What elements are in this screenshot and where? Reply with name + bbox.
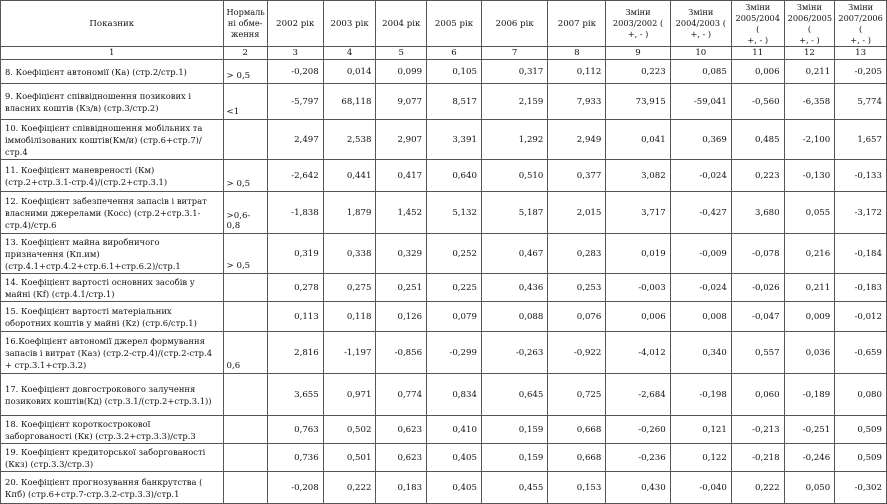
change-value: -0,251 xyxy=(784,416,835,444)
column-number: 1 xyxy=(1,47,224,60)
table-row xyxy=(1,374,887,416)
table-row xyxy=(1,274,887,302)
column-number: 9 xyxy=(606,47,670,60)
indicator-name: 20. Коефіцієнт прогнозування банкрутства ( Кпб) (стр.6+стр.7-стр.3.2-стр.3.3)/стр.1 xyxy=(1,472,224,504)
change-value: 1,657 xyxy=(835,120,887,160)
year-value: 0,253 xyxy=(548,274,606,302)
indicator-name: 13. Коефіцієнт майна виробничого призначення (Кп.им) (стр.4.1+стр.4.2+стр.6.1+стр.6.2)/стр.1 xyxy=(1,234,224,274)
header-year: 2006 рік xyxy=(481,1,547,47)
indicator-name: 14. Коефіцієнт вартості основних засобів у майні (Кf) (стр.4.1/стр.1) xyxy=(1,274,224,302)
year-value: 0,252 xyxy=(427,234,482,274)
change-value: -0,040 xyxy=(670,472,731,504)
year-value: 2,497 xyxy=(267,120,323,160)
year-value: 2,159 xyxy=(481,84,547,120)
indicator-name: 12. Коефіцієнт забезпечення запасів і витрат власними джерелами (Косс) (стр.2+стр.3.1-стр.4)/стр.6 xyxy=(1,192,224,234)
change-value: 73,915 xyxy=(606,84,670,120)
change-value: -0,213 xyxy=(731,416,784,444)
year-value: -0,922 xyxy=(548,332,606,374)
year-value: 0,088 xyxy=(481,302,547,332)
year-value: 0,329 xyxy=(376,234,427,274)
year-value: 0,222 xyxy=(323,472,376,504)
year-value: 0,623 xyxy=(376,444,427,472)
norm-limit: >0,6-0,8 xyxy=(223,192,267,234)
change-value: -0,183 xyxy=(835,274,887,302)
year-value: 0,501 xyxy=(323,444,376,472)
norm-limit: 0,6 xyxy=(223,332,267,374)
year-value: 0,275 xyxy=(323,274,376,302)
change-value: -2,100 xyxy=(784,120,835,160)
year-value: 0,645 xyxy=(481,374,547,416)
indicator-name: 8. Коефіцієнт автономії (Ка) (стр.2/стр.1) xyxy=(1,60,224,84)
year-value: 0,159 xyxy=(481,444,547,472)
year-value: 0,774 xyxy=(376,374,427,416)
year-value: 0,112 xyxy=(548,60,606,84)
indicator-name: 9. Коефіцієнт співвідношення позикових і власних коштів (Кз/в) (стр.3/стр.2) xyxy=(1,84,224,120)
norm-limit xyxy=(223,472,267,504)
year-value: 0,455 xyxy=(481,472,547,504)
change-value: 0,008 xyxy=(670,302,731,332)
change-value: -0,560 xyxy=(731,84,784,120)
table-row xyxy=(1,120,887,160)
year-value: 0,317 xyxy=(481,60,547,84)
year-value: 0,126 xyxy=(376,302,427,332)
change-value: -0,047 xyxy=(731,302,784,332)
year-value: 9,077 xyxy=(376,84,427,120)
header-change: Зміни 2003/2002 ( +, - ) xyxy=(606,1,670,47)
year-value: 0,405 xyxy=(427,444,482,472)
change-value: -3,172 xyxy=(835,192,887,234)
change-value: -0,026 xyxy=(731,274,784,302)
year-value: -1,197 xyxy=(323,332,376,374)
year-value: 0,113 xyxy=(267,302,323,332)
norm-limit xyxy=(223,416,267,444)
year-value: 0,099 xyxy=(376,60,427,84)
change-value: 0,509 xyxy=(835,416,887,444)
year-value: 0,725 xyxy=(548,374,606,416)
table-row xyxy=(1,234,887,274)
change-value: -0,003 xyxy=(606,274,670,302)
year-value: -0,856 xyxy=(376,332,427,374)
year-value: 1,452 xyxy=(376,192,427,234)
year-value: 3,655 xyxy=(267,374,323,416)
change-value: 0,055 xyxy=(784,192,835,234)
norm-limit xyxy=(223,274,267,302)
year-value: 68,118 xyxy=(323,84,376,120)
change-value: 0,080 xyxy=(835,374,887,416)
year-value: 0,225 xyxy=(427,274,482,302)
change-value: 3,717 xyxy=(606,192,670,234)
year-value: -0,208 xyxy=(267,60,323,84)
header-indicator: Показник xyxy=(1,1,224,47)
column-number-row xyxy=(1,47,887,60)
year-value: 0,105 xyxy=(427,60,482,84)
change-value: 0,430 xyxy=(606,472,670,504)
change-value: -0,130 xyxy=(784,160,835,192)
table-row xyxy=(1,472,887,504)
year-value: 0,079 xyxy=(427,302,482,332)
year-value: 0,159 xyxy=(481,416,547,444)
year-value: 7,933 xyxy=(548,84,606,120)
change-value: 0,009 xyxy=(784,302,835,332)
indicator-name: 15. Коефіцієнт вартості матеріальних оборотних коштів у майні (Кz) (стр.6/стр.1) xyxy=(1,302,224,332)
year-value: 8,517 xyxy=(427,84,482,120)
year-value: 0,283 xyxy=(548,234,606,274)
year-value: 0,640 xyxy=(427,160,482,192)
norm-limit xyxy=(223,444,267,472)
change-value: 0,485 xyxy=(731,120,784,160)
norm-limit: > 0,5 xyxy=(223,60,267,84)
change-value: 0,050 xyxy=(784,472,835,504)
table-row xyxy=(1,60,887,84)
change-value: 0,509 xyxy=(835,444,887,472)
table-row xyxy=(1,416,887,444)
year-value: -0,299 xyxy=(427,332,482,374)
year-value: 0,668 xyxy=(548,416,606,444)
year-value: 0,668 xyxy=(548,444,606,472)
change-value: 0,019 xyxy=(606,234,670,274)
change-value: 0,006 xyxy=(606,302,670,332)
change-value: 5,774 xyxy=(835,84,887,120)
header-norm: Нормаль ні обме- ження xyxy=(223,1,267,47)
column-number: 7 xyxy=(481,47,547,60)
column-number: 10 xyxy=(670,47,731,60)
change-value: 0,223 xyxy=(606,60,670,84)
change-value: 3,680 xyxy=(731,192,784,234)
year-value: 3,391 xyxy=(427,120,482,160)
column-number: 11 xyxy=(731,47,784,60)
indicator-name: 18. Коефіцієнт короткострокової заборгованості (Кк) (стр.3.2+стр.3.3)/стр.3 xyxy=(1,416,224,444)
change-value: 0,222 xyxy=(731,472,784,504)
table-row xyxy=(1,444,887,472)
indicator-name: 19. Коефіцієнт кредиторської заборгованості (Ккз) (стр.3.3/стр.3) xyxy=(1,444,224,472)
header-year: 2004 рік xyxy=(376,1,427,47)
year-value: 0,014 xyxy=(323,60,376,84)
change-value: -59,041 xyxy=(670,84,731,120)
year-value: 0,319 xyxy=(267,234,323,274)
change-value: 0,369 xyxy=(670,120,731,160)
year-value: 2,949 xyxy=(548,120,606,160)
change-value: 0,340 xyxy=(670,332,731,374)
change-value: -0,302 xyxy=(835,472,887,504)
norm-limit xyxy=(223,120,267,160)
change-value: -0,024 xyxy=(670,160,731,192)
year-value: 0,118 xyxy=(323,302,376,332)
change-value: -0,427 xyxy=(670,192,731,234)
year-value: 2,015 xyxy=(548,192,606,234)
change-value: -0,236 xyxy=(606,444,670,472)
change-value: 0,216 xyxy=(784,234,835,274)
change-value: 0,211 xyxy=(784,60,835,84)
change-value: 0,085 xyxy=(670,60,731,84)
change-value: -6,358 xyxy=(784,84,835,120)
column-number: 5 xyxy=(376,47,427,60)
year-value: 0,763 xyxy=(267,416,323,444)
year-value: 0,377 xyxy=(548,160,606,192)
column-number: 13 xyxy=(835,47,887,60)
year-value: 0,971 xyxy=(323,374,376,416)
year-value: 5,132 xyxy=(427,192,482,234)
change-value: -4,012 xyxy=(606,332,670,374)
column-number: 8 xyxy=(548,47,606,60)
column-number: 12 xyxy=(784,47,835,60)
year-value: 0,183 xyxy=(376,472,427,504)
change-value: -0,024 xyxy=(670,274,731,302)
column-number: 2 xyxy=(223,47,267,60)
table-row xyxy=(1,192,887,234)
header-year: 2005 рік xyxy=(427,1,482,47)
change-value: 0,557 xyxy=(731,332,784,374)
year-value: 0,076 xyxy=(548,302,606,332)
year-value: 2,816 xyxy=(267,332,323,374)
year-value: 0,502 xyxy=(323,416,376,444)
norm-limit xyxy=(223,302,267,332)
change-value: -0,246 xyxy=(784,444,835,472)
year-value: 0,441 xyxy=(323,160,376,192)
year-value: 0,405 xyxy=(427,472,482,504)
indicator-name: 11. Коефіцієнт маневреності (Км) (стр.2+стр.3.1-стр.4)/(стр.2+стр.3.1) xyxy=(1,160,224,192)
year-value: 0,417 xyxy=(376,160,427,192)
year-value: 0,510 xyxy=(481,160,547,192)
column-number: 4 xyxy=(323,47,376,60)
change-value: -0,009 xyxy=(670,234,731,274)
change-value: -0,260 xyxy=(606,416,670,444)
change-value: -0,659 xyxy=(835,332,887,374)
change-value: -0,205 xyxy=(835,60,887,84)
year-value: -1,838 xyxy=(267,192,323,234)
change-value: 0,121 xyxy=(670,416,731,444)
table-row xyxy=(1,160,887,192)
change-value: 3,082 xyxy=(606,160,670,192)
change-value: -0,218 xyxy=(731,444,784,472)
year-value: 1,879 xyxy=(323,192,376,234)
header-year: 2007 рік xyxy=(548,1,606,47)
change-value: 0,041 xyxy=(606,120,670,160)
indicator-name: 17. Коефіцієнт довгострокового залучення позикових коштів(Кд) (стр.3.1/(стр.2+стр.3.1)) xyxy=(1,374,224,416)
year-value: -0,208 xyxy=(267,472,323,504)
norm-limit: > 0,5 xyxy=(223,234,267,274)
header-change: Зміни 2006/2005 ( +, - ) xyxy=(784,1,835,47)
year-value: 0,834 xyxy=(427,374,482,416)
year-value: 0,278 xyxy=(267,274,323,302)
change-value: -0,198 xyxy=(670,374,731,416)
header-change: Зміни 2004/2003 ( +, - ) xyxy=(670,1,731,47)
table-row xyxy=(1,302,887,332)
year-value: 0,153 xyxy=(548,472,606,504)
change-value: -0,133 xyxy=(835,160,887,192)
change-value: -0,012 xyxy=(835,302,887,332)
indicator-name: 16.Коефіцієнт автономії джерел формування запасів і витрат (Каз) (стр.2-стр.4)/(стр.2-стр.4 + стр.3.1+стр.3.2) xyxy=(1,332,224,374)
year-value: -0,263 xyxy=(481,332,547,374)
change-value: 0,211 xyxy=(784,274,835,302)
change-value: -0,078 xyxy=(731,234,784,274)
change-value: 0,060 xyxy=(731,374,784,416)
year-value: 0,736 xyxy=(267,444,323,472)
year-value: 0,467 xyxy=(481,234,547,274)
table-row xyxy=(1,84,887,120)
change-value: -2,684 xyxy=(606,374,670,416)
norm-limit: > 0,5 xyxy=(223,160,267,192)
year-value: 5,187 xyxy=(481,192,547,234)
norm-limit: <1 xyxy=(223,84,267,120)
norm-limit xyxy=(223,374,267,416)
change-value: 0,006 xyxy=(731,60,784,84)
year-value: -2,642 xyxy=(267,160,323,192)
header-change: Зміни 2007/2006 ( +, - ) xyxy=(835,1,887,47)
change-value: 0,122 xyxy=(670,444,731,472)
year-value: 0,338 xyxy=(323,234,376,274)
header-change: Зміни 2005/2004 ( +, - ) xyxy=(731,1,784,47)
year-value: 0,436 xyxy=(481,274,547,302)
indicator-name: 10. Коефіцієнт співвідношення мобільних та іммобілізованих коштів(Км/и) (стр.6+стр.7)/стр.4 xyxy=(1,120,224,160)
header-row xyxy=(1,1,887,47)
change-value: 0,223 xyxy=(731,160,784,192)
change-value: -0,184 xyxy=(835,234,887,274)
header-year: 2002 рік xyxy=(267,1,323,47)
year-value: 1,292 xyxy=(481,120,547,160)
column-number: 6 xyxy=(427,47,482,60)
year-value: 2,907 xyxy=(376,120,427,160)
year-value: 0,623 xyxy=(376,416,427,444)
year-value: 2,538 xyxy=(323,120,376,160)
table-row xyxy=(1,332,887,374)
change-value: 0,036 xyxy=(784,332,835,374)
change-value: -0,189 xyxy=(784,374,835,416)
year-value: 0,251 xyxy=(376,274,427,302)
year-value: 0,410 xyxy=(427,416,482,444)
header-year: 2003 рік xyxy=(323,1,376,47)
column-number: 3 xyxy=(267,47,323,60)
year-value: -5,797 xyxy=(267,84,323,120)
